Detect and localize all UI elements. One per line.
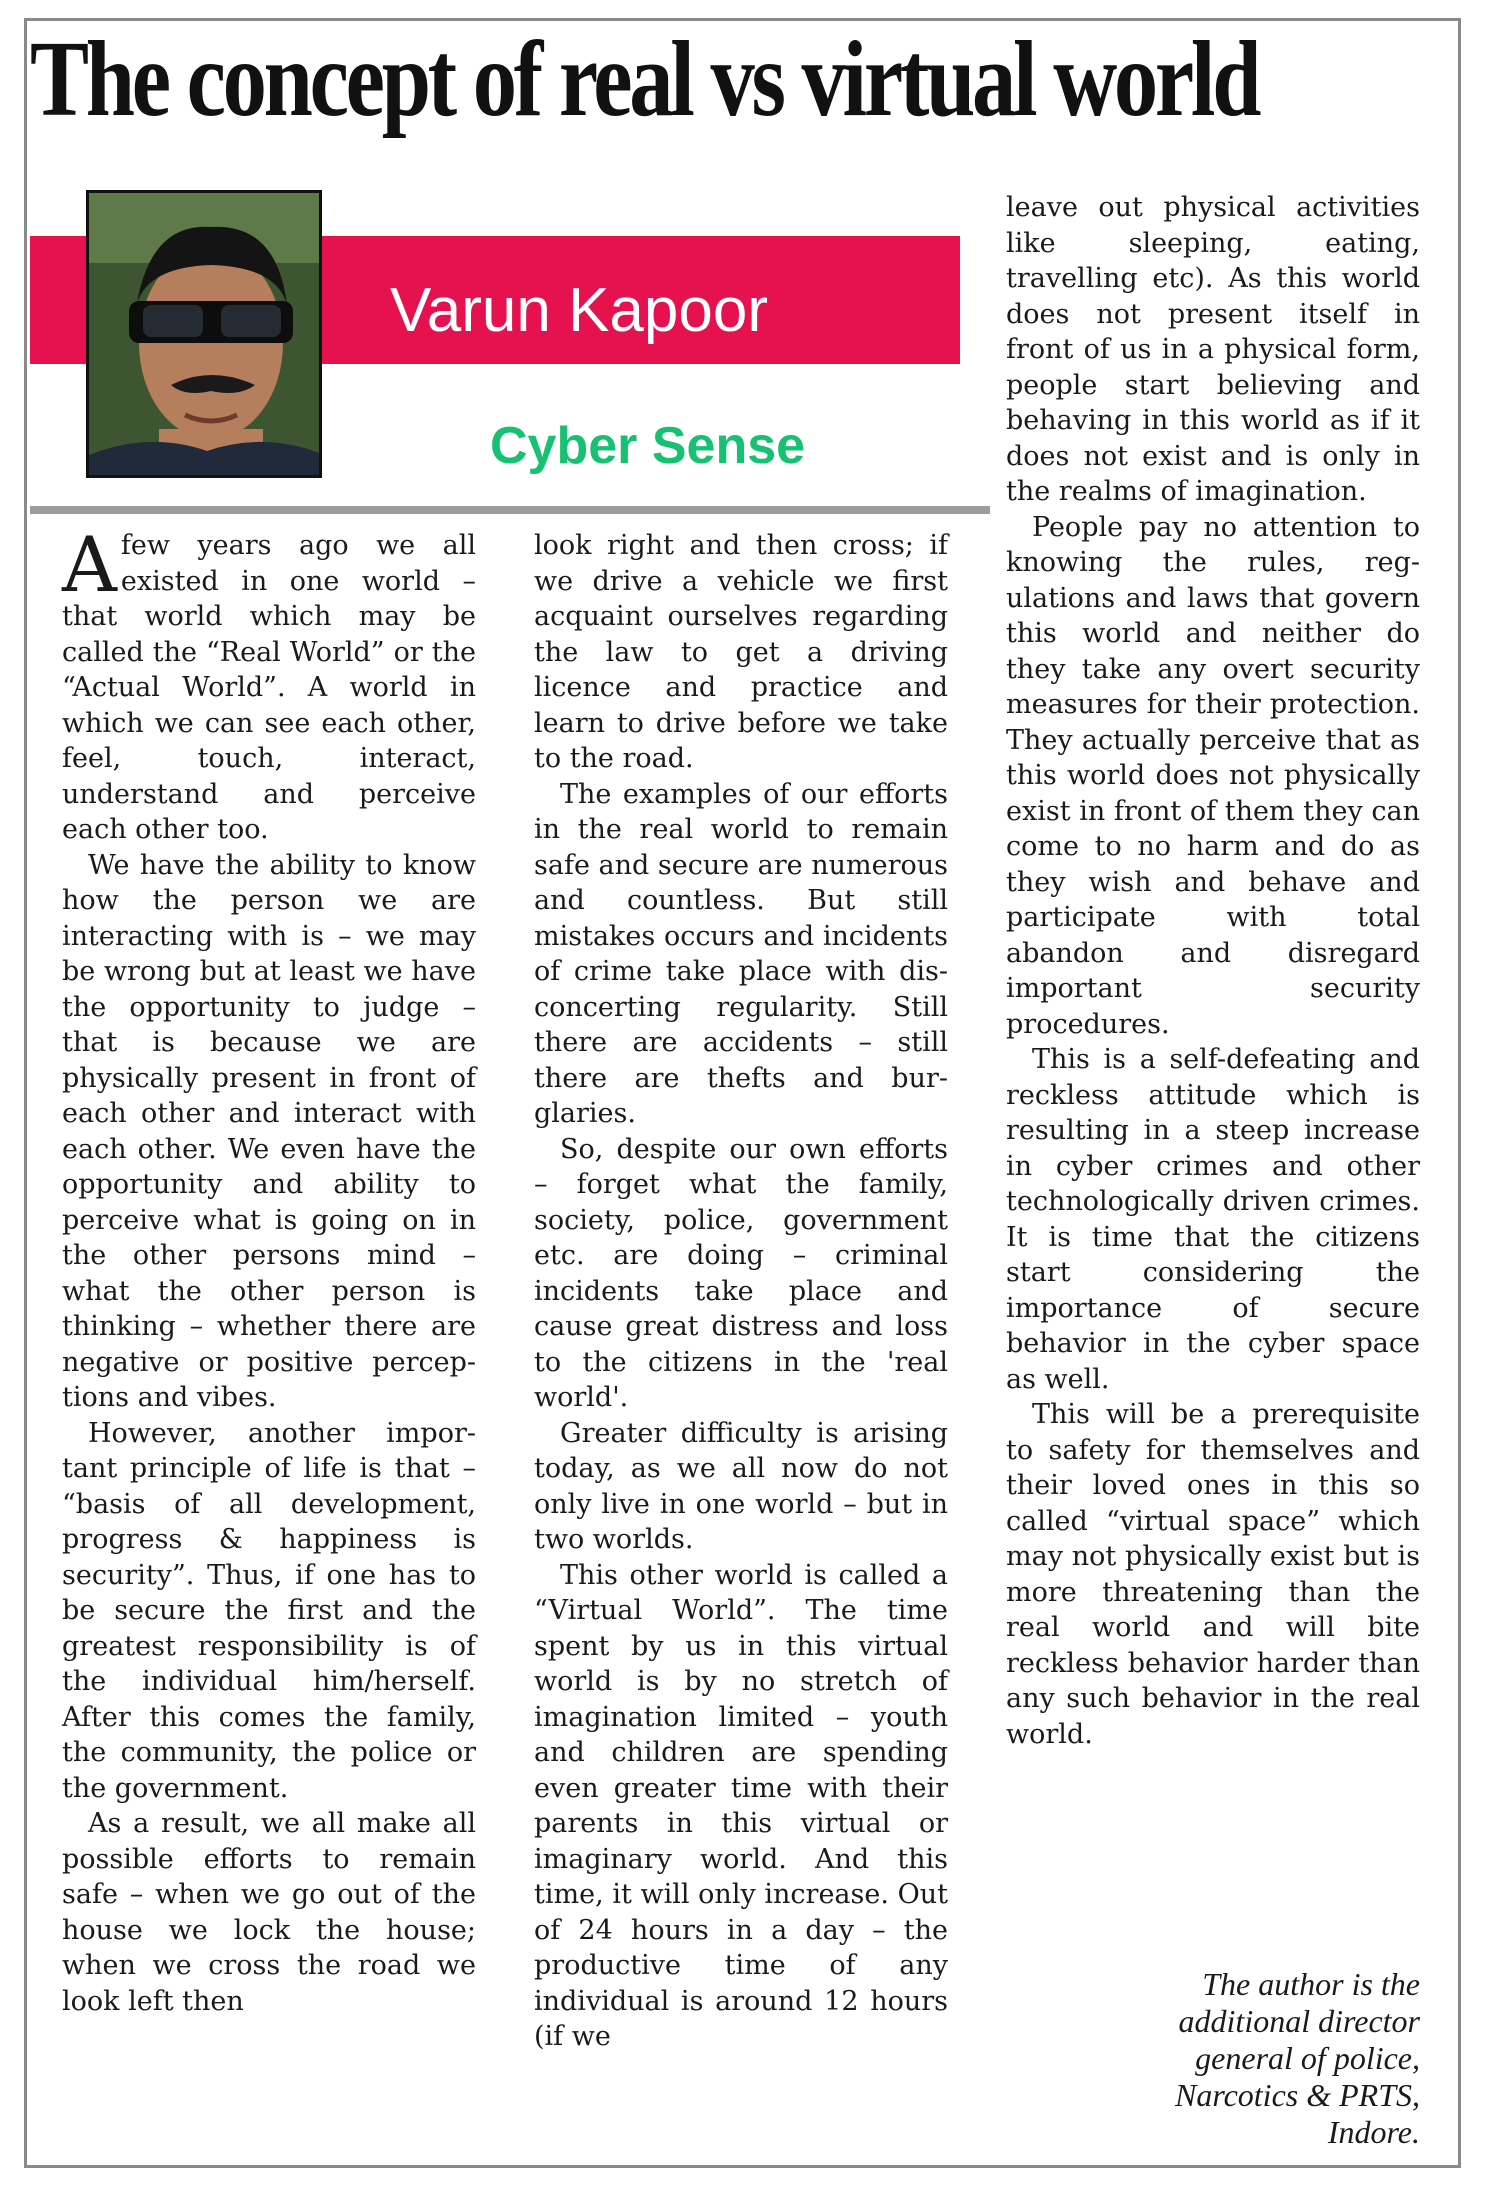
paragraph: We have the ability to know how the person we are interacting with is – we may be wrong but at least we have the opportunity to judge – that is because we are physically present in front of each other and interact with each other. We even have the opportunity and ability to perceive what is going on in the other persons mind – what the other person is thinking – whether there are negative or positive perceptions and vibes. [62,849,476,1413]
author-name: Varun Kapoor [390,276,768,345]
footnote-line: The author is the [1202,1966,1420,2002]
drop-cap: A [62,520,117,609]
footnote-line: Indore. [1327,2114,1420,2150]
author-photo [86,190,322,478]
paragraph: People pay no attention to knowing the rules, regulations and laws that govern this world and neither do they take any overt security measures for their protection. They actually perceive that as this world does not physically exist in front of them they can come to no harm and do as they wish and behave and participate with total abandon and disregard important security procedures. [1006,511,1420,1040]
paragraph: This other world is called a “Virtual World”. The time spent by us in this virtual world is by no stretch of imagination limited – youth and children are spending even greater time with their parents in this virtual or imaginary world. And this time, it will only increase. Out of 24 hours in a day – the productive time of any individual is around 12 hours (if we [534,1559,948,2052]
paragraph: Greater difficulty is arising today, as we all now do not only live in one world – but in two worlds. [534,1417,948,1555]
paragraph: The examples of our efforts in the real world to remain safe and secure are numerous and countless. But still mistakes occurs and incidents of crime take place with disconcerting regularity. Still there are accidents – still there are thefts and burglaries. [534,778,949,1129]
paragraph: Afew years ago we all existed in one world – that world which may be called the “Real World” or the “Actual World”. A world in which we can see each other, feel, touch, interact, understand and perceive each other too. [62,520,476,845]
paragraph: So, despite our own efforts – forget what the family, society, police, government etc. are doing – criminal incidents take place and cause great distress and loss to the citizens in the 'real world'. [534,1133,948,1413]
column-label: Cyber Sense [490,417,806,475]
author-portrait-image [89,193,322,478]
text-column-3 [1006,190,1420,1752]
author-footnote [1060,1966,1420,2151]
text-column-2 [534,528,948,2055]
paragraph: As a result, we all make all possible efforts to remain safe – when we go out of the house we lock the house; when we cross the road we look left then [62,1808,476,2017]
paragraph: This will be a prerequisite to safety for themselves and their loved ones in this so called “virtual space” which may not physically exist but is more threatening than the real world and will bite reckless behavior harder than any such behavior in the real world. [1006,1399,1420,1750]
paragraph-continued: look right and then cross; if we drive a vehicle we first acquaint ourselves regarding the law to get a driving licence and practice and learn to drive before we take to the road. [534,530,948,774]
footnote-line: Narcotics & PRTS, [1174,2077,1420,2113]
headline: The concept of real vs virtual world [30,20,1259,139]
paragraph-continued: leave out physical activities like sleeping, eating, travelling etc). As this world does not present itself in front of us in a physical form, people start believing and behaving in this world as if it does not exist and is only in the realms of imagination. [1006,192,1420,507]
text-column-1 [62,520,476,2019]
section-divider [30,506,990,514]
footnote-line: additional director [1178,2003,1420,2039]
footnote-line: general of police, [1195,2040,1420,2076]
paragraph: However, another important principle of life is that – “basis of all development, progress & happiness is security”. Thus, if one has to be secure the first and the greatest responsibility is of the individual him/herself. After this comes the family, the community, the police or the government. [62,1417,476,1804]
paragraph: This is a self-defeating and reckless attitude which is resulting in a steep increase in cyber crimes and other technologically driven crimes. It is time that the citizens start considering the importance of secure behavior in the cyber space as well. [1006,1044,1420,1395]
